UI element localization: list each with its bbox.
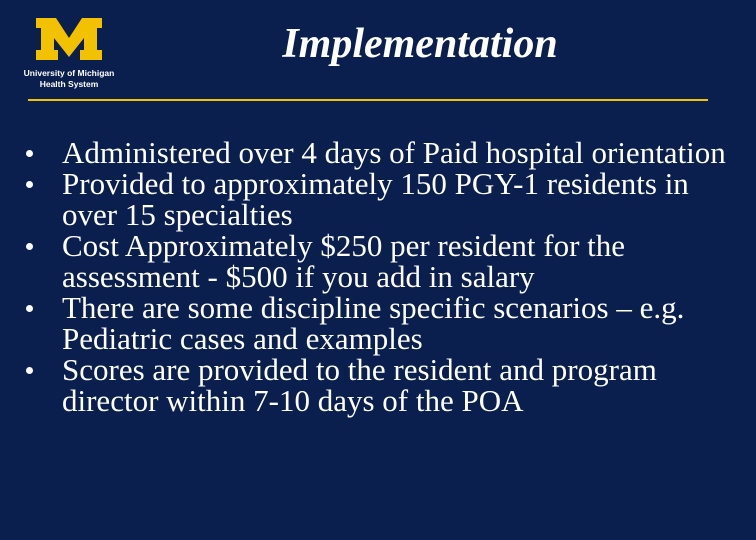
bullet-text: Scores are provided to the resident and program director within 7-10 days of the POA [62, 352, 657, 418]
bullet-dot-icon [26, 305, 33, 312]
university-logo [14, 16, 124, 96]
bullet-dot-icon [26, 243, 33, 250]
block-m-logo-icon [34, 16, 104, 62]
bullet-item [20, 230, 745, 292]
bullet-text: There are some discipline specific scenarios – e.g. Pediatric cases and examples [62, 290, 685, 356]
bullet-dot-icon [26, 181, 33, 188]
bullet-list [20, 137, 745, 416]
bullet-text: Administered over 4 days of Paid hospital orientation [62, 135, 726, 170]
bullet-dot-icon [26, 367, 33, 374]
bullet-item [20, 292, 745, 354]
logo-university-text: University of Michigan [23, 68, 115, 78]
bullet-dot-icon [26, 150, 33, 157]
bullet-text: Provided to approximately 150 PGY-1 residents in over 15 specialties [62, 166, 689, 232]
slide-title: Implementation [282, 21, 558, 67]
title-divider [28, 99, 708, 101]
bullet-item [20, 354, 745, 416]
bullet-text: Cost Approximately $250 per resident for the assessment - $500 if you add in salary [62, 228, 626, 294]
logo-health-system-text: Health System [39, 79, 99, 89]
bullet-item [20, 137, 745, 168]
bullet-item [20, 168, 745, 230]
